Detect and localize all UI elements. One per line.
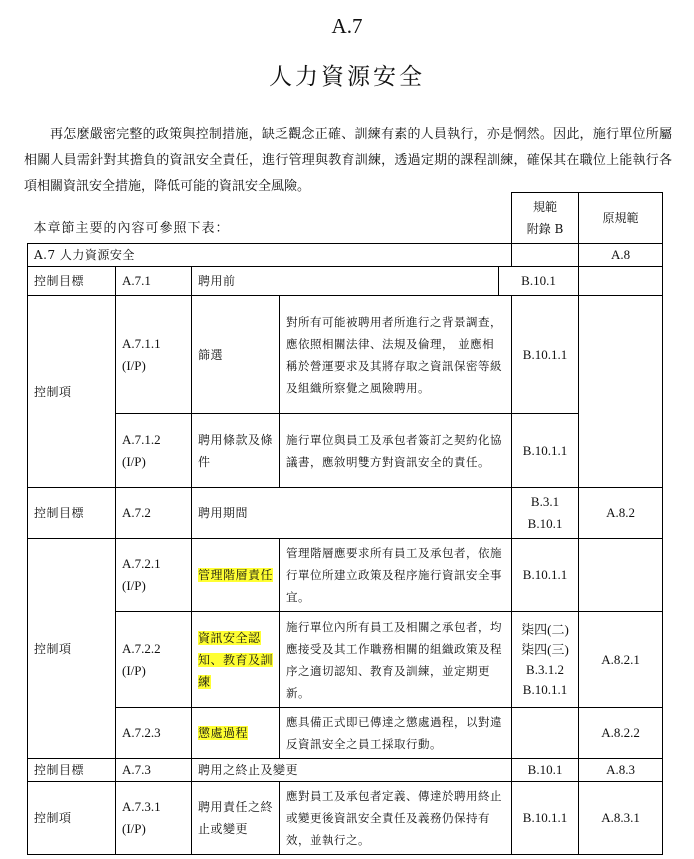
section-row xyxy=(28,244,663,267)
table-row xyxy=(28,296,663,414)
row-code: A.7.3.1 (I/P) xyxy=(116,782,192,855)
row-ref: B.10.1.1 xyxy=(512,782,579,855)
intro-paragraph xyxy=(24,122,672,200)
section-title: 人力資源安全 xyxy=(269,64,425,90)
row-code: A.7.1.2 (I/P) xyxy=(116,414,192,488)
row-orig: A.8.2.1 xyxy=(579,612,663,708)
row-code: A.7.1 xyxy=(116,267,192,296)
row-ref: B.10.1.1 xyxy=(512,414,579,488)
row-desc: 施行單位與員工及承包者簽訂之契約化協議書，應敘明雙方對資訊安全的責任。 xyxy=(280,414,512,488)
header-ref-b xyxy=(512,193,579,244)
row-name-cell xyxy=(192,539,280,612)
table-row xyxy=(28,782,663,855)
row-orig xyxy=(579,296,663,488)
row-desc: 應對員工及承包者定義、傳達於聘用終止或變更後資訊安全責任及義務仍保持有效，並執行之。 xyxy=(280,782,512,855)
table-row xyxy=(28,759,663,782)
row-ref xyxy=(512,708,579,759)
table-row xyxy=(28,539,663,612)
row-name: 管理階層責任 xyxy=(198,568,274,582)
row-ref: B.10.1.1 xyxy=(512,296,579,414)
row-type: 控制目標 xyxy=(28,267,116,296)
row-ref: B.3.1 B.10.1 xyxy=(512,488,579,539)
row-name: 聘用之終止及變更 xyxy=(192,759,512,782)
section-label: A.7 人力資源安全 xyxy=(28,244,512,267)
section-orig: A.8 xyxy=(579,244,663,267)
row-desc: 施行單位內所有員工及相關之承包者，均應接受及其工作職務相關的組織政策及程序之適切認知、教育及訓練，並定期更新。 xyxy=(280,612,512,708)
row-ref: B.10.1 xyxy=(512,759,579,782)
row-name: 聘用條款及條件 xyxy=(192,414,280,488)
table-header-row xyxy=(28,193,663,244)
table-row xyxy=(28,708,663,759)
row-orig: A.8.2.2 xyxy=(579,708,663,759)
header-ref-b-line1: 規範 xyxy=(533,200,558,214)
row-name: 聘用責任之終止或變更 xyxy=(192,782,280,855)
section-code: A.7 xyxy=(331,14,363,38)
section-ref xyxy=(512,244,579,267)
row-name-cell xyxy=(192,708,280,759)
row-ref: B.10.1 xyxy=(498,267,578,295)
row-name: 聘用前 xyxy=(198,274,236,288)
row-type: 控制目標 xyxy=(28,759,116,782)
row-ref: B.10.1.1 xyxy=(512,539,579,612)
row-name-cell xyxy=(192,612,280,708)
row-orig xyxy=(579,267,663,296)
row-code: A.7.2.3 xyxy=(116,708,192,759)
row-type: 控制項 xyxy=(28,539,116,759)
row-ref: 柒四(二) 柒四(三) B.3.1.2 B.10.1.1 xyxy=(512,612,579,708)
row-orig: A.8.2 xyxy=(579,488,663,539)
row-name: 資訊安全認知、教育及訓練 xyxy=(198,630,274,689)
row-desc: 應具備正式即已傳達之懲處過程，以對違反資訊安全之員工採取行動。 xyxy=(280,708,512,759)
row-name: 篩選 xyxy=(192,296,280,414)
row-code: A.7.2.1 (I/P) xyxy=(116,539,192,612)
row-type: 控制目標 xyxy=(28,488,116,539)
row-code: A.7.3 xyxy=(116,759,192,782)
header-orig: 原規範 xyxy=(579,193,663,244)
table-row xyxy=(28,488,663,539)
row-type: 控制項 xyxy=(28,296,116,488)
row-code: A.7.2 xyxy=(116,488,192,539)
intro-text: 再怎麼嚴密完整的政策與控制措施，缺乏觀念正確、訓練有素的人員執行，亦是惘然。因此，施行單位所屬相關人員需針對其擔負的資訊安全責任，進行管理與教育訓練，透過定期的課程訓練，確保其在職位上能執行各項相關資訊安全措施，降低可能的資訊安全風險。 xyxy=(24,127,672,194)
row-orig: A.8.3 xyxy=(579,759,663,782)
control-table xyxy=(27,192,663,855)
table-row xyxy=(28,414,663,488)
row-desc: 管理階層應要求所有員工及承包者，依施行單位所建立政策及程序施行資訊安全事宜。 xyxy=(280,539,512,612)
row-orig: A.8.3.1 xyxy=(579,782,663,855)
table-caption: 本章節主要的內容可參照下表： xyxy=(28,193,512,244)
row-code: A.7.2.2 (I/P) xyxy=(116,612,192,708)
row-name: 懲處過程 xyxy=(198,726,249,740)
row-orig xyxy=(579,539,663,612)
row-name-cell xyxy=(192,267,579,296)
row-name: 聘用期間 xyxy=(192,488,512,539)
row-code: A.7.1.1 (I/P) xyxy=(116,296,192,414)
header-ref-b-line2: 附錄 B xyxy=(526,222,564,236)
row-type: 控制項 xyxy=(28,782,116,855)
table-row xyxy=(28,612,663,708)
table-row xyxy=(28,267,663,296)
row-desc: 對所有可能被聘用者所進行之背景調查，應依照相關法律、法規及倫理， 並應相稱於營運要求及其將存取之資訊保密等級及組織所察覺之風險聘用。 xyxy=(280,296,512,414)
